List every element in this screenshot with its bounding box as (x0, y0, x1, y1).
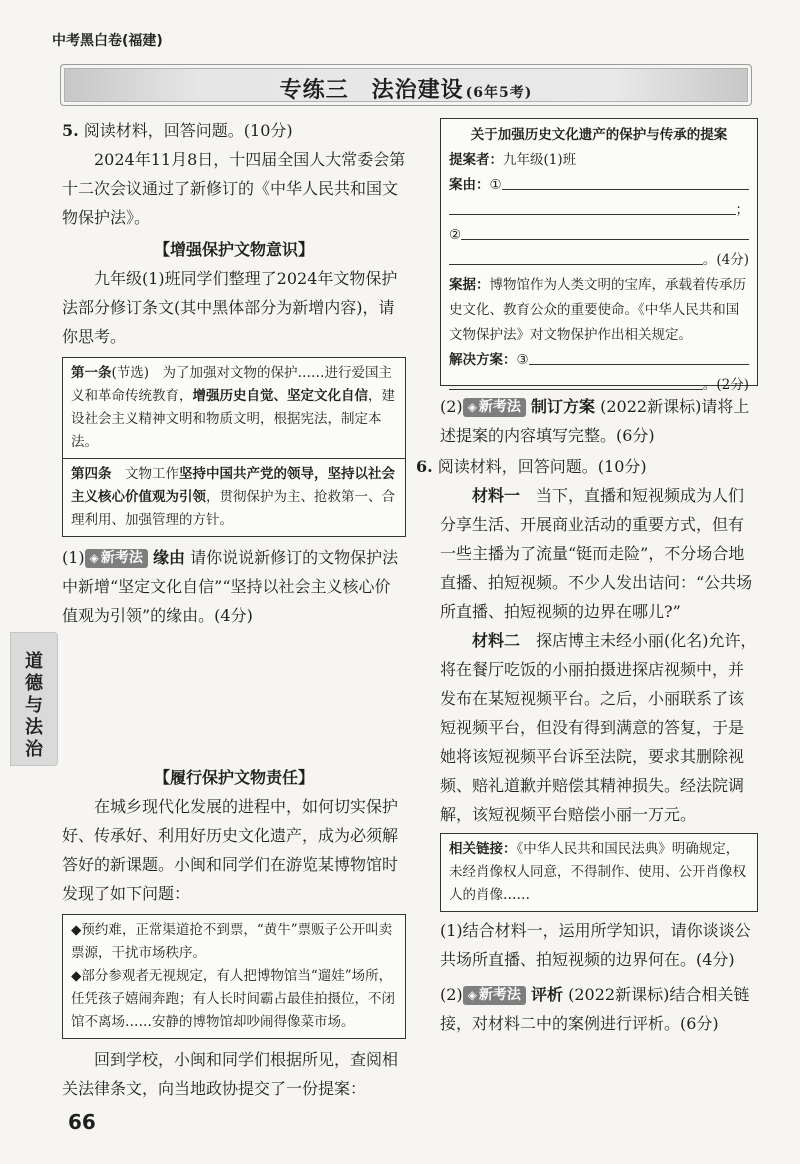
series-title: 中考黑白卷(福建) (52, 33, 163, 49)
proposal-box (440, 118, 758, 393)
q5-intro: 2024年11月8日，十四届全国人大常委会第十二次会议通过了新修订的《中华人民共和国文物保护法》。 (62, 150, 406, 227)
q5-heading-1: 【增强保护文物意识】 (153, 240, 314, 259)
proposal-solution[interactable]: 解决方案： ③ (449, 348, 749, 373)
q5-paragraph-2: 在城乡现代化发展的进程中，如何切实保护好、传承好、利用好历史文化遗产，成为必须解答好的新课题。小闽和同学们在游览某博物馆时发现了如下问题： (62, 797, 399, 903)
proposal-proposer: 提案者：九年级(1)班 (449, 152, 577, 168)
section-title: 专练三 法治建设 (6年5考) (279, 77, 533, 103)
article-4: 第四条 文物工作坚持中国共产党的领导，坚持以社会主义核心价值观为引领，贯彻保护为主、抢救第一、合理利用、加强管理的方针。 (63, 458, 405, 536)
q6-sub2: (2) ◈ 新考法 评析 (2022新课标)结合相关链接，对材料二中的案例进行评析。(6分) (440, 985, 750, 1033)
subject-tab-label: 道 德 与 法 治 (25, 651, 43, 760)
proposal-solution-cont[interactable]: 。(2分) (449, 373, 749, 398)
q5-paragraph-3: 回到学校，小闽和同学们根据所见，查阅相关法律条文，向当地政协提交了一份提案： (62, 1050, 399, 1098)
problem-item-1: ◆预约难，正常渠道抢不到票，“黄牛”票贩子公开叫卖票源，干扰市场秩序。 (71, 922, 393, 961)
q5-paragraph-1: 九年级(1)班同学们整理了2024年文物保护法部分修订条文(其中黑体部分为新增内容)，请你思考。 (62, 269, 398, 346)
q6-stem: 6. 阅读材料，回答问题。(10分) (416, 457, 647, 476)
proposal-case-1-cont[interactable]: ； (449, 198, 749, 223)
left-column (62, 116, 406, 630)
museum-problems-box (62, 914, 406, 1039)
q6-material-2: 材料二 探店博主未经小丽(化名)允许，将在餐厅吃饭的小丽拍摄进探店视频中，并发布在某短视频平台。之后，小丽联系了该短视频平台，但没有得到满意的答复，于是她将该短视频平台诉至法院，要求其删除视频、赔礼道歉并赔偿其精神损失。经法院调解，该短视频平台赔偿小丽一万元。 (440, 631, 757, 824)
new-method-badge: ◈ 新考法 (85, 549, 148, 568)
section-banner (60, 64, 752, 106)
q6-sub1: (1)结合材料一，运用所学知识，请你谈谈公共场所直播、拍短视频的边界何在。(4分) (440, 921, 751, 969)
related-link-box: 相关链接：《中华人民共和国民法典》明确规定，未经肖像权人同意，不得制作、使用、公开肖像权人的肖像…… (440, 833, 758, 912)
proposal-title: 关于加强历史文化遗产的保护与传承的提案 (470, 127, 728, 143)
subject-tab (10, 632, 58, 766)
proposal-case-2-cont[interactable]: 。(4分) (449, 248, 749, 273)
proposal-case-1[interactable]: 案由： ① (449, 173, 749, 198)
q5-sub2: (2) ◈ 新考法 制订方案 (2022新课标)请将上述提案的内容填写完整。(6分) (440, 397, 750, 445)
proposal-basis: 案据：博物馆作为人类文明的宝库，承载着传承历史文化、教育公众的重要使命。《中华人民共和国文物保护法》对文物保护作出相关规定。 (449, 277, 746, 343)
page-number: 66 (68, 1110, 96, 1134)
law-articles-box (62, 357, 406, 537)
q5-sub1: (1) ◈ 新考法 缘由 请你说说新修订的文物保护法中新增“坚定文化自信”“坚持以社会主义核心价值观为引领”的缘由。(4分) (62, 548, 399, 625)
q6-sub2-wrap (440, 980, 758, 1038)
q6-material-1: 材料一 当下，直播和短视频成为人们分享生活、开展商业活动的重要方式，但有一些主播为了流量“铤而走险”，不分场合地直播、拍短视频。不少人发出诘问：“公共场所直播、拍短视频的边界在哪儿?” (440, 486, 753, 621)
new-method-badge: ◈ 新考法 (463, 986, 526, 1005)
shield-icon: ◈ (467, 400, 477, 414)
right-column (416, 392, 758, 974)
q5-heading-2: 【履行保护文物责任】 (153, 768, 314, 787)
left-column-lower (62, 764, 406, 1103)
article-1: 第一条(节选) 为了加强对文物的保护……进行爱国主义和革命传统教育，增强历史自觉、坚定文化自信，建设社会主义精神文明和物质文明，根据宪法，制定本法。 (71, 365, 395, 450)
new-method-badge: ◈ 新考法 (463, 398, 526, 417)
shield-icon: ◈ (467, 988, 477, 1002)
problem-item-2: ◆部分参观者无视规定，有人把博物馆当“遛娃”场所，任凭孩子嬉闹奔跑；有人长时间霸占最佳拍摄位，不闭馆不离场……安静的博物馆却吵闹得像菜市场。 (71, 968, 395, 1030)
proposal-case-2[interactable]: ② (449, 223, 749, 248)
section-subtitle: (6年5考) (465, 85, 533, 101)
shield-icon: ◈ (89, 551, 99, 565)
q5-stem: 5. 阅读材料，回答问题。(10分) (62, 121, 293, 140)
